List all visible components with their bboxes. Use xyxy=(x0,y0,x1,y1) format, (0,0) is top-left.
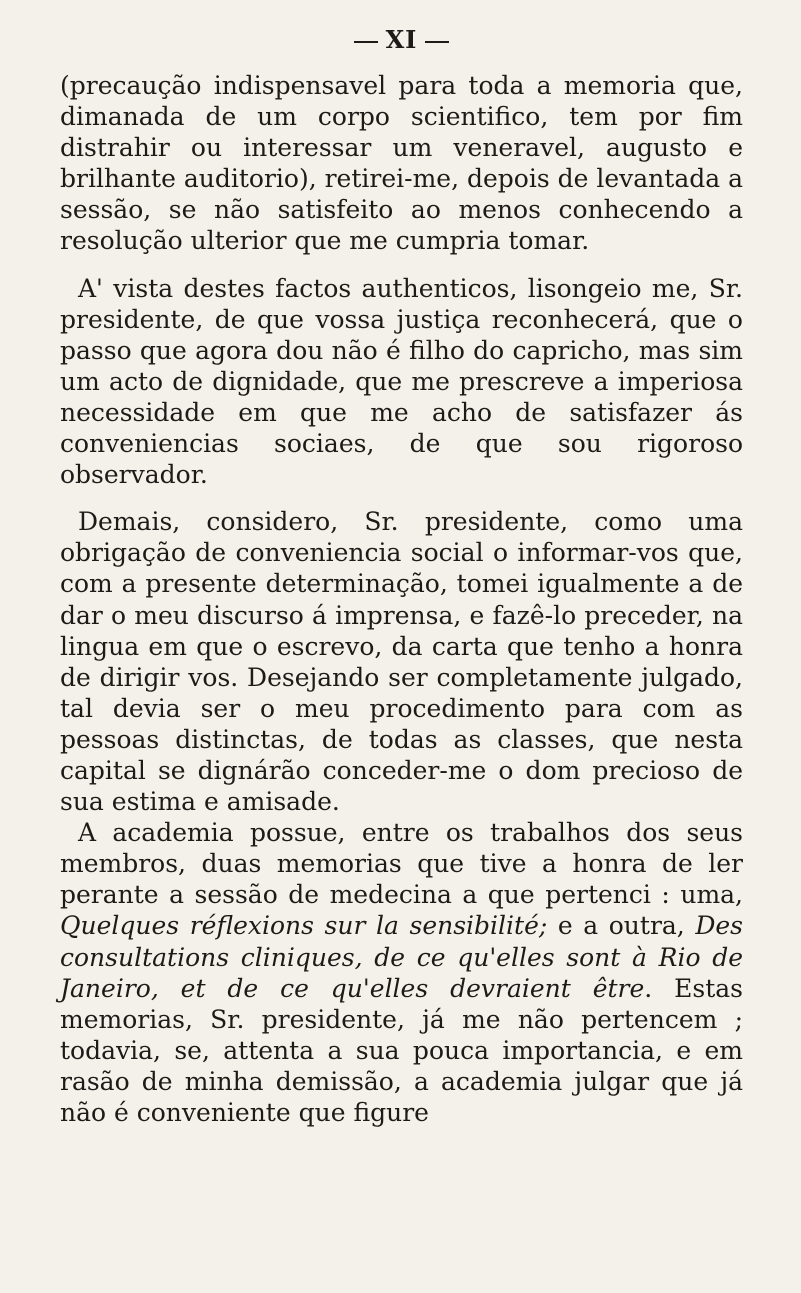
paragraph-2: A' vista destes factos authenticos, lisongeio me, Sr. presidente, de que vossa justiça reconhecerá, que o passo que agora dou não é filho do capricho, mas sim um acto de dignidade, que me prescreve a imperiosa necessidade em que me acho de satisfazer ás conveniencias sociaes, de que sou rigoroso observador. xyxy=(60,273,743,490)
right-rule xyxy=(425,41,449,43)
page-number xyxy=(60,26,743,54)
paragraph-4-mid: e a outra, xyxy=(547,911,696,941)
paragraph-4 xyxy=(60,817,743,1128)
left-rule xyxy=(354,41,378,43)
paragraph-4-end: . Estas memorias, Sr. presidente, já me não pertencem ; todavia, se, attenta a sua pouca importancia, e em rasão de minha demissão, a academia julgar que já não é conveniente que figure xyxy=(60,973,743,1127)
page-number-text: XI xyxy=(385,25,418,54)
memoir-title-1: Quelques réflexions sur la sensibilité; xyxy=(60,911,548,941)
paragraph-1: (precaução indispensavel para toda a memoria que, dimanada de um corpo scientifico, tem por fim distrahir ou interessar um veneravel, augusto e brilhante auditorio), retirei-me, depois de levantada a sessão, se não satisfeito ao menos conhecendo a resolução ulterior que me cumpria tomar. xyxy=(60,71,743,256)
paragraph-3: Demais, considero, Sr. presidente, como uma obrigação de conveniencia social o informar-vos que, com a presente determinação, tomei igualmente a de dar o meu discurso á imprensa, e fazê-lo preceder, na lingua em que o escrevo, da carta que tenho a honra de dirigir vos. Desejando ser completamente julgado, tal devia ser o meu procedimento para com as pessoas distinctas, de todas as classes, que nesta capital se dignárão conceder-me o dom precioso de sua estima e amisade. xyxy=(60,507,743,817)
memoir-title-2: Des consultations cliniques, de ce qu'elles sont à Rio de Janeiro, et de ce qu'elles devraient être xyxy=(60,911,743,1003)
paragraph-4-start: A academia possue, entre os trabalhos dos seus membros, duas memorias que tive a honra de ler perante a sessão de medecina a que pertenci : uma, xyxy=(60,818,743,910)
